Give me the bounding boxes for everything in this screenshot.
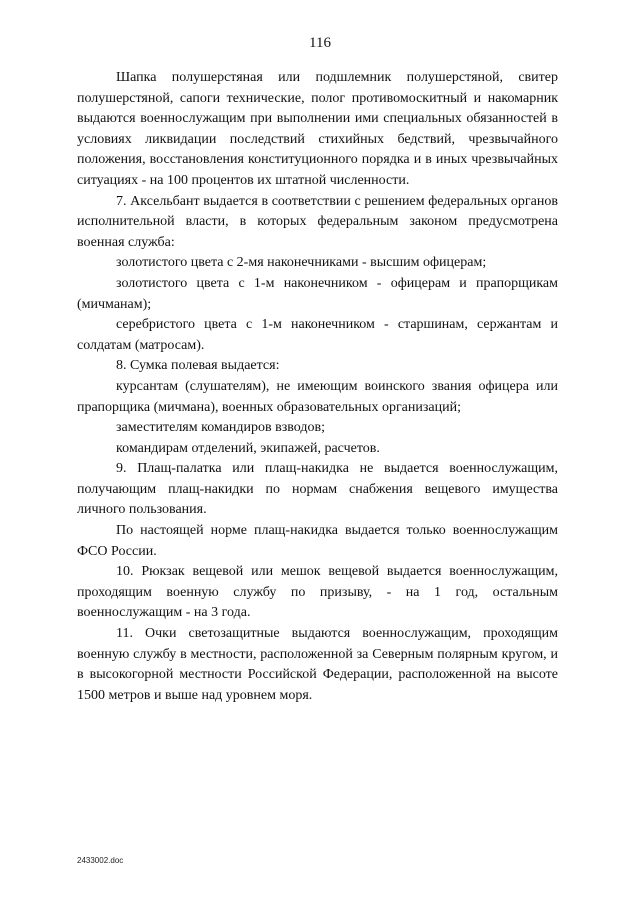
paragraph-squad-commanders: командирам отделений, экипажей, расчетов. (116, 440, 380, 456)
paragraph-headwear-issue: Шапка полушерстяная или подшлемник полушерстяной, свитер полушерстяной, сапоги технические, полог противомоскитный и накомарник выдаются военнослужащим при выполнении ими специальных обязанностей в условиях ликвидации последствий стихийных бедствий, чрезвычайного положения, восстановления конституционного порядка и в иных чрезвычайных ситуациях - на 100 процентов их штатной численности. (77, 70, 558, 188)
paragraph-field-bag: 8. Сумка полевая выдается: (116, 358, 280, 374)
document-body (77, 68, 558, 706)
paragraph-cadets: курсантам (слушателям), не имеющим воинского звания офицера или прапорщика (мичмана), военных образовательных организаций; (77, 378, 558, 415)
paragraph-aiguillette: 7. Аксельбант выдается в соответствии с решением федеральных органов исполнительной власти, в которых федеральным законом предусмотрена военная служба: (77, 193, 558, 250)
paragraph-deputy-commanders: заместителям командиров взводов; (116, 420, 326, 436)
paragraph-silver-one-tip: серебристого цвета с 1-м наконечником - старшинам, сержантам и солдатам (матросам). (77, 317, 558, 353)
paragraph-gold-two-tips: золотистого цвета с 2-мя наконечниками - высшим офицерам; (116, 255, 487, 271)
paragraph-gold-one-tip: золотистого цвета с 1-м наконечником - офицерам и прапорщикам (мичманам); (77, 275, 558, 312)
paragraph-sunglasses: 11. Очки светозащитные выдаются военнослужащим, проходящим военную службу в местности, расположенной за Северным полярным кругом, и в высокогорной местности Российской Федерации, расположенной на высоте 1500 метров и выше над уровнем моря. (77, 626, 558, 703)
footer-file-code: 2433002.doc (77, 856, 124, 865)
paragraph-fso-raincoat: По настоящей норме плащ-накидка выдается только военнослужащим ФСО России. (77, 523, 558, 559)
paragraph-raincoat: 9. Плащ-палатка или плащ-накидка не выдается военнослужащим, получающим плащ-накидки по нормам снабжения вещевого имущества личного пользования. (77, 461, 558, 518)
page-number: 116 (309, 35, 331, 51)
paragraph-backpack: 10. Рюкзак вещевой или мешок вещевой выдается военнослужащим, проходящим военную службу по призыву, - на 1 год, остальным военнослужащим - на 3 года. (77, 564, 558, 621)
